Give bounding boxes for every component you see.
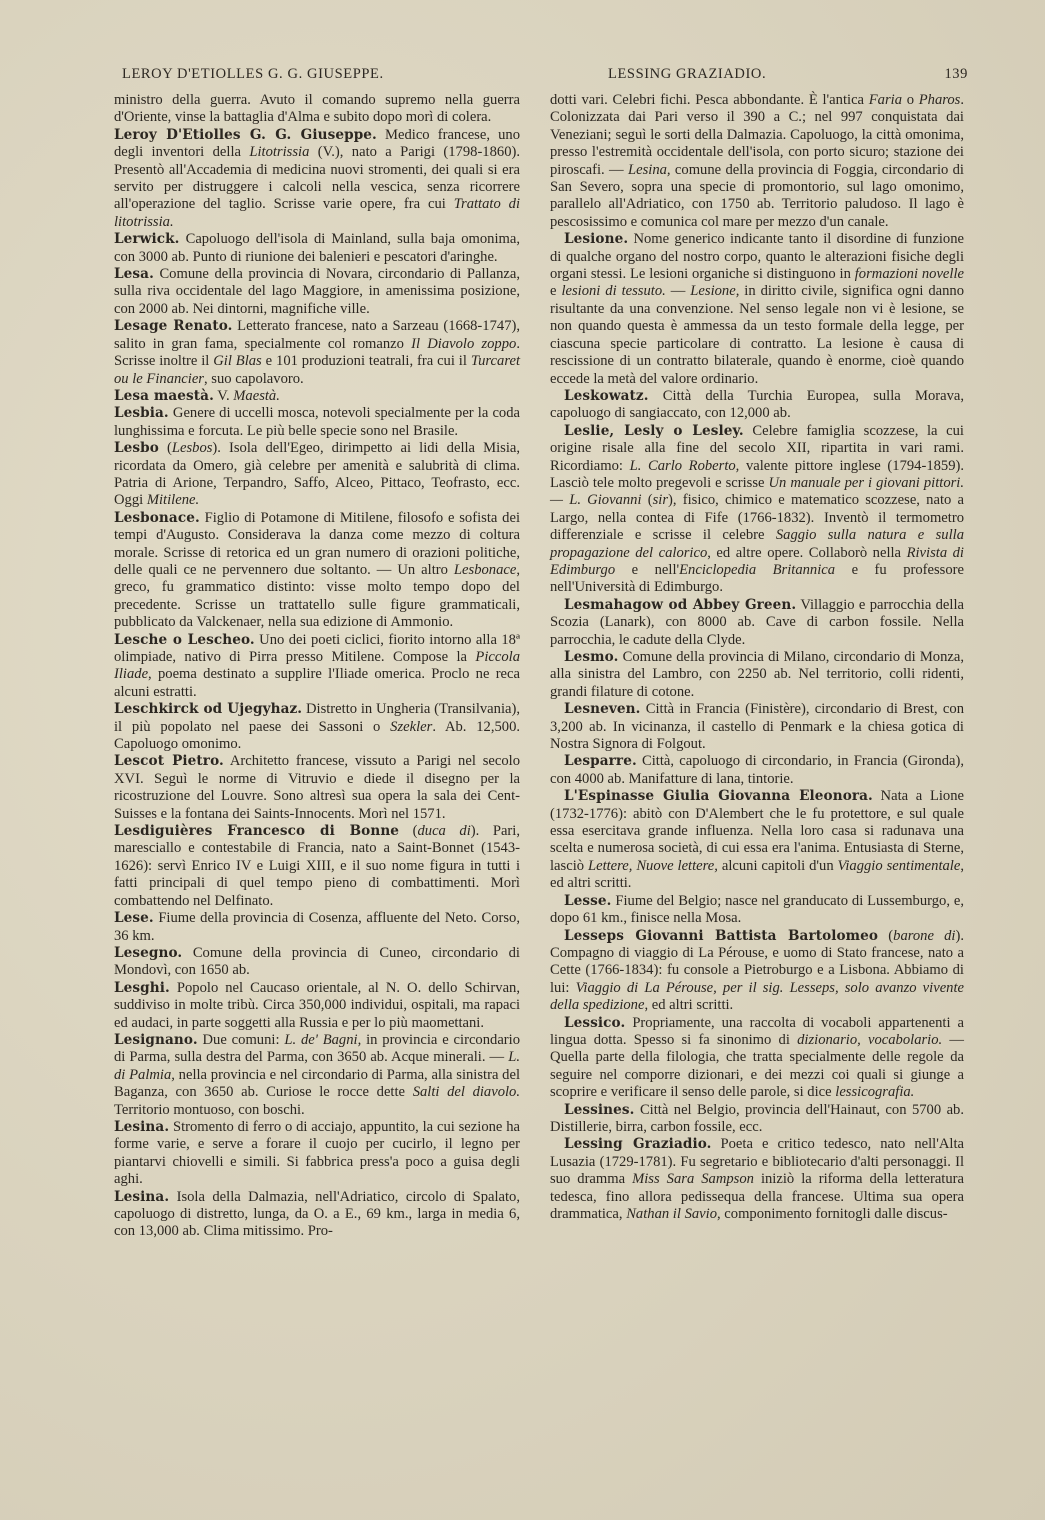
entry-text: ). Pari, maresciallo e contestabile di Francia, nato a Saint-Bonnet (1543-1626): servì Enrico IV e Luigi XIII, e il suo nome figura in tutti i fatti principali di quel tempo pieno di combattimenti. Morì combattendo nel Delfinato. bbox=[114, 823, 520, 909]
dictionary-entry bbox=[550, 1015, 964, 1102]
entry-text: ( bbox=[641, 492, 653, 509]
dictionary-entry bbox=[114, 440, 520, 510]
entry-headword: Lesmahagow od Abbey Green. bbox=[564, 596, 797, 613]
italic-text: lesioni di tessuto. bbox=[561, 283, 666, 300]
entry-headword: Lesparre. bbox=[564, 753, 637, 770]
dictionary-entry bbox=[114, 1119, 520, 1189]
dictionary-entry bbox=[550, 893, 964, 928]
entry-text: Nata a Lione (1732-1776): abitò con D'Alembert che le fu protettore, e sul quale essa esercitava grande influenza. Nella loro casa si radunava una scelta e numerosa società, di cui essa era l'anima. Entusiasta di Sterne, lasciò bbox=[550, 788, 964, 874]
entry-text: — bbox=[665, 283, 691, 300]
entry-text: ), fisico, chimico e matematico scozzese, nato a Largo, nella contea di Fife (1766-1832). Inventò il termometro differenziale e scrisse il celebre bbox=[550, 492, 964, 544]
entry-text: dotti vari. Celebri fichi. Pesca abbondante. È l'antica bbox=[550, 92, 869, 108]
entry-text: in provincia e circondario di Parma, sulla destra del Parma, con 3650 ab. Acque minerali. — bbox=[114, 1031, 521, 1066]
italic-text: Il Diavolo zoppo bbox=[411, 335, 517, 352]
dictionary-entry bbox=[114, 318, 520, 388]
dictionary-entry bbox=[550, 423, 964, 597]
dictionary-entry bbox=[114, 980, 520, 1032]
entry-headword: Lesmo. bbox=[564, 649, 619, 665]
dictionary-entry bbox=[114, 910, 520, 945]
italic-text: sir bbox=[652, 492, 669, 509]
dictionary-entry bbox=[114, 1189, 520, 1241]
entry-text: V. bbox=[213, 387, 234, 404]
entry-text: Nome generico indicante tanto il disordine di funzione di qualche organo del nostro corpo, quanto le alterazioni fisiche degli organi stessi. Le lesioni organiche si distinguono in bbox=[550, 231, 964, 283]
dictionary-entry bbox=[114, 510, 520, 632]
italic-text: L. de' Bagni, bbox=[284, 1031, 362, 1048]
dictionary-entry bbox=[550, 231, 964, 388]
dictionary-entry bbox=[114, 405, 520, 440]
entry-text: Territorio montuoso, con boschi. bbox=[114, 1101, 305, 1118]
entry-text: ( bbox=[878, 927, 894, 944]
italic-text: Trattato di litotrissia. bbox=[114, 196, 520, 230]
entry-continuation bbox=[550, 92, 964, 231]
italic-text: L. Carlo Roberto, bbox=[629, 457, 740, 474]
entry-text: , ed altre opere. Collaborò nella bbox=[707, 544, 907, 561]
entry-text: Città, capoluogo di circondario, in Francia (Gironda), con 4000 ab. Manifatture di lana, tintorie. bbox=[550, 753, 964, 787]
dictionary-entry bbox=[114, 127, 520, 231]
dictionary-entry bbox=[550, 753, 964, 788]
entry-headword: Lesse. bbox=[564, 892, 612, 909]
italic-text: Salti del diavolo. bbox=[412, 1084, 521, 1101]
italic-text: Pharos bbox=[918, 92, 961, 108]
entry-text: . Colonizzata dai Pari verso il 390 a C.; nel 997 conquistata dai Veneziani; seguì le sorti della Dalmazia. Capoluogo, la città omonima, presso l'estremità occidentale dell'isola, con porto sicuro; stazione dei piroscafi. — bbox=[550, 92, 965, 178]
entry-text: Comune della provincia di Novara, circondario di Pallanza, sulla riva occidentale del lago Maggiore, in amenissima posizione, con 2000 ab. Nei dintorni, magnifiche ville. bbox=[114, 266, 520, 317]
dictionary-entry bbox=[114, 823, 520, 910]
entry-text: , poema destinato a supplire l'Iliade omerica. Proclo ne reca alcuni estratti. bbox=[114, 666, 520, 700]
entry-text: alcuni capitoli d'un bbox=[717, 857, 838, 874]
entry-text: valente pittore inglese (1794-1859). Lasciò tele molto pregevoli e scrisse bbox=[550, 457, 965, 491]
entry-headword: L'Espinasse Giulia Giovanna Eleonora. bbox=[564, 788, 873, 805]
left-column bbox=[114, 92, 520, 1241]
entry-headword: Lesneven. bbox=[564, 701, 641, 718]
entry-text: . Scrisse inoltre il bbox=[114, 335, 520, 370]
italic-text: Viaggio di La Pérouse, per il sig. Lesseps, solo avanzo vivente della spedizione bbox=[550, 979, 964, 1014]
entry-text: Genere di uccelli mosca, notevoli specialmente per la coda lunghissima e forcuta. Le più belle specie sono nel Brasile. bbox=[114, 405, 520, 439]
right-running-head: LESSING GRAZIADIO. bbox=[608, 66, 767, 82]
italic-text: Lesina, bbox=[628, 161, 671, 178]
italic-text: Gil Blas bbox=[213, 353, 262, 370]
entry-headword: Lerwick. bbox=[114, 231, 180, 248]
entry-headword: Lesdiguières Francesco di Bonne bbox=[114, 823, 400, 840]
dictionary-entry bbox=[550, 1102, 964, 1137]
entry-text: Propriamente, una raccolta di vocaboli appartenenti a lingua dotta. Spesso si fa sinonimo di bbox=[550, 1014, 964, 1048]
entry-headword: Lessines. bbox=[564, 1101, 635, 1118]
entry-text: Celebre famiglia scozzese, la cui origine risale alla fine del secolo XII, ripartita in vari rami. Ricordiamo: bbox=[550, 422, 964, 474]
entry-headword: Lesa. bbox=[114, 266, 154, 283]
italic-text: formazioni novelle bbox=[854, 266, 964, 283]
entry-text: , ed altri scritti. bbox=[644, 997, 734, 1014]
entry-headword: Lesina. bbox=[114, 1188, 170, 1205]
entry-text: Città nel Belgio, provincia dell'Hainaut, con 5700 ab. Distillerie, birra, carbon fossile, ecc. bbox=[550, 1101, 964, 1135]
dictionary-entry bbox=[114, 753, 520, 823]
entry-headword: Lesa maestà. bbox=[114, 387, 214, 404]
running-header bbox=[100, 66, 968, 88]
italic-text: Enciclopedia Britannica bbox=[679, 561, 836, 578]
entry-headword: Lessico. bbox=[564, 1014, 626, 1031]
entry-text: ). Isola dell'Egeo, dirimpetto ai lidi della Misia, ricordata da Omero, già celebre per amenità e salubrità di clima. Patria di Arione, Terpandro, Saffo, Alceo, Pittaco, Teofrasto, ecc. Oggi bbox=[114, 440, 520, 509]
entry-text: (V.), nato a Parigi (1798-1860). Presentò all'Accademia di medicina nuovi stromenti, dei quali si era servito per distruggere i calcoli nella vescica, senza ricorrere all'operazione del taglio. Scrisse varie opere, fra cui bbox=[114, 144, 520, 213]
entry-headword: Lescot Pietro. bbox=[114, 753, 224, 770]
entry-text: Letterato francese, nato a Sarzeau (1668-1747), salito in gran fama, specialmente col romanzo bbox=[114, 318, 520, 352]
italic-text: Saggio sulla natura e sulla propagazione del calorico bbox=[550, 527, 964, 561]
entry-headword: Lesbonace. bbox=[114, 509, 200, 526]
dictionary-entry bbox=[550, 597, 964, 649]
page-number: 139 bbox=[944, 66, 968, 82]
italic-text: lessicografia. bbox=[835, 1084, 915, 1101]
dictionary-entry bbox=[114, 1032, 520, 1119]
entry-text: Medico francese, uno degli inventori della bbox=[114, 126, 520, 161]
italic-text: Faria bbox=[868, 92, 902, 108]
entry-text: comune della provincia di Foggia, circondario di San Severo, sopra una specie di promontorio, sul lago omonimo, parallelo all'Adriatico, con 1750 ab. Territorio paludoso. Il lago è pescosissimo e comunica col mare per mezzo d'un canale. bbox=[550, 161, 964, 230]
entry-text: Fiume della provincia di Cosenza, affluente del Neto. Corso, 36 km. bbox=[114, 910, 520, 944]
entry-text: Città in Francia (Finistère), circondario di Brest, con 3,200 ab. In vicinanza, il castello di Penmark e la chiesa gotica di Nostra Signora di Folgout. bbox=[550, 701, 964, 753]
entry-text: Popolo nel Caucaso orientale, al N. O. dello Schirvan, suddiviso in molte tribù. Circa 350,000 individui, ospitali, ma rapaci ed audaci, in parte soggetti alla Russia e per lo più maomettani. bbox=[114, 979, 520, 1031]
entry-headword: Lesegno. bbox=[114, 944, 183, 961]
dictionary-entry bbox=[550, 1136, 964, 1223]
entry-text: . Ab. 12,500. Capoluogo omonimo. bbox=[114, 718, 521, 753]
italic-text: Piccola Iliade bbox=[114, 649, 520, 683]
left-running-head: LEROY D'ETIOLLES G. G. GIUSEPPE. bbox=[122, 66, 384, 82]
entry-text: ( bbox=[399, 823, 418, 840]
entry-text: Uno dei poeti ciclici, fiorito intorno alla 18ª olimpiade, nativo di Pirra presso Mitilene. Compose la bbox=[114, 631, 520, 665]
entry-text: , ed altri scritti. bbox=[550, 857, 964, 892]
entry-headword: Leschkirck od Ujegyhaz. bbox=[114, 701, 303, 718]
entry-headword: Lese. bbox=[114, 910, 154, 927]
entry-text: Città della Turchia Europea, sulla Morava, capoluogo di sangiaccato, con 12,000 ab. bbox=[550, 387, 964, 422]
italic-text: Szekler bbox=[390, 718, 433, 735]
entry-headword: Lesseps Giovanni Battista Bartolomeo bbox=[564, 927, 879, 944]
entry-text: nella provincia e nel circondario di Parma, alla sinistra del Baganza, con 3650 ab. Curiose le rocce dette bbox=[114, 1066, 521, 1101]
italic-text: Turcaret ou le Financier bbox=[114, 353, 521, 387]
entry-text: — Quella parte della filologia, che tratta specialmente delle regole da seguire nel comporre dizionari, e dei mezzi coi quali si giunge a scoprire e verificare il senso delle parole, si dice bbox=[550, 1031, 964, 1101]
entry-text: Stromento di ferro o di acciajo, appuntito, la cui sezione ha forme varie, e serve a forare il cuojo per cucirlo, il legno per piantarvi chiovelli e simili. Si fabbrica press'a poco a guisa degli aghi. bbox=[114, 1118, 520, 1188]
italic-text: duca di bbox=[417, 823, 471, 840]
dictionary-entry bbox=[550, 701, 964, 753]
dictionary-entry bbox=[114, 701, 520, 753]
entry-headword: Lesage Renato. bbox=[114, 318, 233, 335]
entry-text: e fu professore nell'Università di Edimburgo. bbox=[550, 561, 964, 596]
entry-headword: Lesignano. bbox=[114, 1031, 198, 1048]
italic-text: L. di Palmia, bbox=[114, 1049, 520, 1083]
entry-text: , greco, fu grammatico distinto: visse molto tempo dopo del precedente. Scrisse un trattatello sulle figure grammaticali, pubblicato da Valckenaer, nella sua edizione di Ammonio. bbox=[114, 561, 520, 631]
entry-text: Distretto in Ungheria (Transilvania), il più popolato nel paese dei Sassoni o bbox=[114, 701, 520, 735]
entry-text: Comune della provincia di Milano, circondario di Monza, alla sinistra del Lambro, con 2250 ab. Nel territorio, colli ridenti, grandi filature di cotone. bbox=[550, 649, 964, 700]
italic-text: Lesbos bbox=[171, 440, 213, 457]
entry-headword: Leslie, Lesly o Lesley. bbox=[564, 422, 744, 439]
entry-headword: Lesbia. bbox=[114, 405, 169, 422]
italic-text: Miss Sara Sampson bbox=[632, 1171, 754, 1188]
entry-text: ( bbox=[158, 440, 172, 457]
entry-text: e nell' bbox=[615, 561, 680, 578]
dictionary-entry bbox=[550, 649, 964, 701]
italic-text: Nathan il Savio bbox=[626, 1206, 717, 1222]
entry-text: Poeta e critico tedesco, nato nell'Alta Lusazia (1729-1781). Fu segretario e bibliotecario d'alti personaggi. Il suo dramma bbox=[550, 1136, 964, 1188]
entry-text: Villaggio e parrocchia della Scozia (Lanark), con 8000 ab. Cave di carbon fossile. Nella parrocchia, le cadute della Clyde. bbox=[550, 596, 964, 648]
italic-text: Viaggio sentimentale bbox=[837, 857, 961, 874]
dictionary-entry bbox=[114, 388, 520, 405]
entry-text: e 101 produzioni teatrali, fra cui il bbox=[261, 353, 471, 370]
entry-text: e bbox=[550, 283, 562, 300]
italic-text: Lettere, Nuove lettere, bbox=[587, 857, 718, 874]
dictionary-page bbox=[100, 66, 968, 1446]
entry-text: Due comuni: bbox=[197, 1031, 285, 1048]
entry-text: o bbox=[902, 92, 919, 108]
entry-headword: Lesina. bbox=[114, 1118, 170, 1135]
text-columns bbox=[100, 92, 968, 1241]
entry-text: Figlio di Potamone di Mitilene, filosofo e sofista dei tempi d'Augusto. Considerava la danza come mezzo di coltura morale. Scrisse di retorica ed un gran numero di orazioni politiche, delle quali ce ne pervennero due soltanto. — Un altro bbox=[114, 509, 520, 578]
italic-text: Lesione, bbox=[690, 283, 740, 300]
entry-text: , suo capolavoro. bbox=[203, 370, 304, 387]
dictionary-entry bbox=[114, 945, 520, 980]
italic-text: Litotrissia bbox=[249, 144, 310, 161]
entry-text: Capoluogo dell'isola di Mainland, sulla baja omonima, con 3000 ab. Punto di riunione dei balenieri e pescatori d'aringhe. bbox=[114, 231, 520, 265]
dictionary-entry bbox=[114, 632, 520, 702]
entry-headword: Lesione. bbox=[564, 231, 629, 248]
italic-text: Un manuale per i giovani pittori. — L. Giovanni bbox=[550, 474, 964, 509]
right-column bbox=[550, 92, 964, 1241]
italic-text: barone di bbox=[893, 927, 956, 944]
entry-text: ). Compagno di viaggio di La Pérouse, e uomo di Stato francese, nato a Cette (1766-1834): fu console a Pietroburgo e a Lisbona. Abbiamo di lui: bbox=[550, 927, 964, 996]
dictionary-entry bbox=[114, 266, 520, 318]
entry-text: in diritto civile, significa ogni danno risultante da una convenzione. Nel senso legale non vi è lesione, se non quando questa è ammessa da un testo formale della legge, per ciascuna specie particolare di contratto. La lesione è causa di rescissione di un contratto bilaterale, quando è enorme, cioè quando eccede la metà del valore ordinario. bbox=[550, 283, 964, 387]
dictionary-entry bbox=[550, 388, 964, 423]
entry-continuation bbox=[114, 92, 520, 127]
entry-headword: Lesche o Lescheo. bbox=[114, 631, 255, 648]
entry-headword: Lesbo bbox=[114, 440, 159, 457]
entry-headword: Leskowatz. bbox=[564, 387, 649, 404]
entry-text: ministro della guerra. Avuto il comando supremo nella guerra d'Oriente, vinse la battaglia d'Alma e subito dopo morì di colera. bbox=[114, 92, 520, 126]
entry-text: Isola della Dalmazia, nell'Adriatico, circolo di Spalato, capoluogo di distretto, lunga, da O. a E., 69 km., larga in media 6, con 13,000 ab. Clima mitissimo. Pro- bbox=[114, 1188, 520, 1240]
italic-text: Lesbonace bbox=[453, 561, 517, 578]
entry-text: Comune della provincia di Cuneo, circondario di Mondovì, con 1650 ab. bbox=[114, 944, 520, 979]
entry-text: iniziò la riforma della letteratura tedesca, fino allora pedissequa della francese. Ultima sua opera drammatica, bbox=[550, 1171, 964, 1222]
entry-text: Fiume del Belgio; nasce nel granducato di Lussemburgo, e, dopo 61 km., finisce nella Mosa. bbox=[550, 892, 964, 927]
dictionary-entry bbox=[114, 231, 520, 266]
entry-headword: Lesghi. bbox=[114, 979, 170, 996]
italic-text: Rivista di Edimburgo bbox=[550, 544, 964, 578]
italic-text: Mitilene. bbox=[146, 492, 200, 509]
entry-text: , componimento fornitogli dalle discus- bbox=[717, 1206, 948, 1222]
dictionary-entry bbox=[550, 928, 964, 1015]
entry-headword: Lessing Graziadio. bbox=[564, 1136, 712, 1153]
entry-headword: Leroy D'Etiolles G. G. Giuseppe. bbox=[114, 126, 377, 143]
italic-text: Maestà. bbox=[233, 387, 280, 404]
entry-text: Architetto francese, vissuto a Parigi nel secolo XVI. Seguì le norme di Vitruvio e diede il disegno per la ricostruzione del Louvre. Sono altresì sua opera la sala dei Cent-Suisses e la fontana dei Saints-Innocents. Morì nel 1571. bbox=[114, 753, 520, 822]
italic-text: dizionario, vocabolario. bbox=[797, 1031, 943, 1048]
dictionary-entry bbox=[550, 788, 964, 892]
